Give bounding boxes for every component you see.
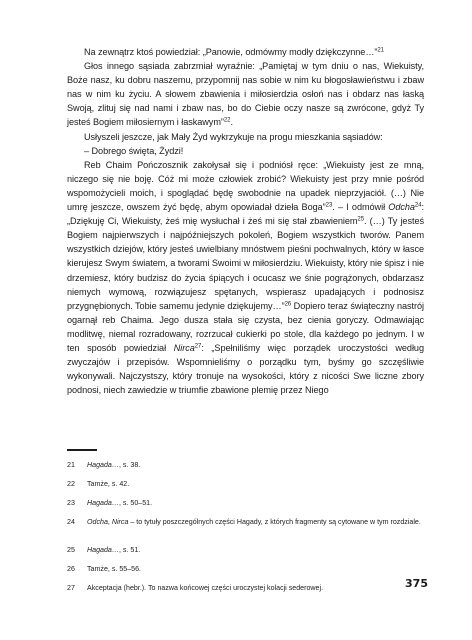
italic-term: Hagada… bbox=[87, 461, 119, 469]
footnote-number: 21 bbox=[67, 461, 75, 469]
footnote-number: 27 bbox=[67, 584, 75, 592]
footnote-ref: 22 bbox=[223, 117, 231, 124]
footnote-text: Tamże, s. 42. bbox=[87, 480, 130, 488]
footnote-ref: 21 bbox=[377, 47, 384, 54]
paragraph: Reb Chaim Pończosznik zakołysał się i podniósł ręce: „Wiekuisty jest ze mną, niczego się nie boję. Cóż mi może człowiek zrobić? Wiekuisty jest przy mnie pośród wspomożycieli moich, i spoglądać będę swobodnie na upadek nieprzyjaciół. (…) Nie umrę jeszcze, owszem żyć będę, abym opowiadał dzieła Boga”$^{23}$. – I odmówił Odcha$^{24}$: „Dziękuję Ci, Wiekuisty, żeś mię wysłuchał i żeś mi się stał zbawieniem$^{25}$. (…) Ty jesteś Bogiem najpierwszych i najpóźniejszych pokoleń, Bogiem wszystkich tworów. Panem wszystkich dziejów, który jesteś uwielbiany mnóstwem pieśni pochwalnych, który w łasce kierujesz Swym światem, a tworami Swoimi w miłosierdziu. Wiekuisty, który nie śpisz i nie drzemiesz, który budzisz do życia śpiących i ocucasz we śnie pogrążonych, obdarzasz niemych wymową, rozwiązujesz spętanych, wspierasz upadających i podnosisz przygnębionych. Tobie samemu jedynie dziękujemy…”$^{26}$ Dopiero teraz świąteczny nastrój ogarnął reb Chaima. Jego dusza stała się czysta, bez cienia goryczy. Odmawiając modlitwę, niemal rozradowany, rozrzucał cukierki po stole, dla każdego po jednym. I w ten sposób powiedział Nirca$^{27}$: „Spełniliśmy więc porządek uroczystości według zwyczajów i przepisów. Wspomnieliśmy o porządku tym, byśmy go szczęśliwie wykonywali. Najczystszy, który tronuje na wysokości, który z nicości Swe liczne zbory podnosi, niech zawiedzie w triumfie zbawione plemię przez Niego bbox=[67, 159, 424, 396]
italic-term: Hagada… bbox=[87, 546, 119, 554]
footnote-ref: 24 bbox=[414, 202, 422, 209]
paragraph: – Dobrego święta, Żydzi! bbox=[84, 145, 184, 156]
footnote-text: Akceptacja (hebr.). To nazwa końcowej części uroczystej kolacji sederowej. bbox=[87, 584, 324, 592]
footnote-number: 22 bbox=[67, 480, 75, 488]
footnote bbox=[67, 545, 444, 555]
footnote-number: 24 bbox=[67, 518, 75, 526]
footnote-text: Hagada…, s. 50–51. bbox=[87, 499, 153, 507]
paragraph: Na zewnątrz ktoś powiedział: „Panowie, odmówmy modły dziękczynne…”$^{21}$ bbox=[84, 47, 384, 57]
italic-term: Nirca bbox=[173, 342, 195, 353]
footnote-number: 26 bbox=[67, 565, 75, 573]
footnote bbox=[67, 583, 444, 593]
italic-term: Hagada… bbox=[87, 499, 119, 507]
main-text bbox=[67, 45, 424, 397]
footnote-ref: 26 bbox=[284, 301, 292, 308]
footnote-text: Hagada…, s. 51. bbox=[87, 546, 141, 554]
italic-term: Odcha bbox=[87, 518, 108, 526]
page-number: 375 bbox=[405, 577, 428, 590]
footnote-text: Hagada…, s. 38. bbox=[87, 461, 141, 469]
footnote bbox=[67, 517, 444, 527]
footnote-text: Tamże, s. 55–56. bbox=[87, 565, 142, 573]
footnote-number: 23 bbox=[67, 499, 75, 507]
footnote-ref: 25 bbox=[357, 216, 364, 223]
footnote bbox=[67, 479, 444, 489]
footnote-number: 25 bbox=[67, 546, 75, 554]
footnote-ref: 27 bbox=[194, 343, 202, 350]
footnote bbox=[67, 564, 444, 574]
paragraph: Głos innego sąsiada zabrzmiał wyraźnie: „Pamiętaj w tym dniu o nas, Wiekuisty, Boże nasz, ku dobru naszemu, przypomnij nas sobie w nim ku błogosławieństwu i zbaw nas w nim ku życiu. A słowem zbawienia i miłosierdzia osłoń nas i obdarz nas łaską Swoją, zlituj się nad nami i zbaw nas, bo do Ciebie oczy nasze są zwrócone, gdyż Ty jesteś Bogiem miłosiernym i łaskawym”$^{22}$. bbox=[67, 61, 424, 128]
footnote bbox=[67, 460, 444, 470]
italic-term: Odcha bbox=[388, 202, 415, 213]
footnote-ref: 23 bbox=[325, 202, 333, 209]
footnote-separator bbox=[67, 449, 97, 451]
footnote-text: Odcha, Nirca – to tytuły poszczególnych części Hagady, z których fragmenty są cytowane w tym rozdziale. bbox=[87, 518, 421, 526]
paragraph: Usłyszeli jeszcze, jak Mały Żyd wykrzykuje na progu mieszkania sąsiadów: bbox=[84, 131, 383, 142]
italic-term: Nirca bbox=[111, 518, 129, 526]
footnote bbox=[67, 498, 444, 508]
